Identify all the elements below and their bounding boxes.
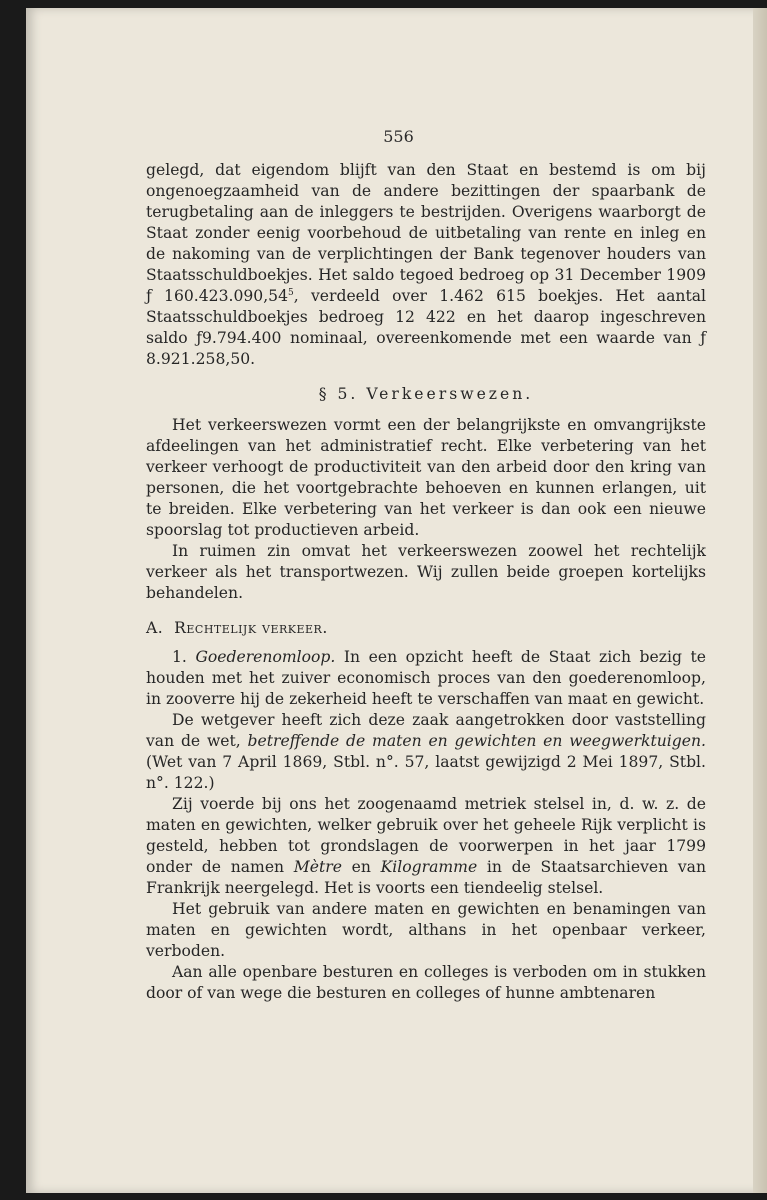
paragraph-7: Het gebruik van andere maten en gewichten en benamingen van maten en gewichten wordt, althans in het openbaar verkeer, verboden. bbox=[146, 900, 706, 960]
page-text bbox=[146, 160, 706, 1004]
paragraph-1: gelegd, dat eigendom blijft van den Staat en bestemd is om bij ongenoegzaamheid van de andere bezittingen der spaarbank de terugbetaling aan de inleggers te bestrijden. Overigens waarborgt de Staat zonder eenig voorbehoud de uitbetaling van rente en inleg en de nakoming van de verplichtingen der Bank tegenover houders van Staatsschuldboekjes. Het saldo tegoed bedroeg op 31 December 1909 ƒ 160.423.090,54$^5$, verdeeld over 1.462 615 boekjes. Het aantal Staatsschuldboekjes bedroeg 12 422 en het daarop ingeschreven saldo ƒ9.794.400 nominaal, overeenkomende met een waarde van ƒ 8.921.258,50. bbox=[146, 161, 706, 368]
section-heading bbox=[146, 384, 706, 405]
paragraph-6: Zij voerde bij ons het zoogenaamd metriek stelsel in, d. w. z. de maten en gewichten, welker gebruik over het geheele Rijk verplicht is gesteld, hebben tot grondslagen de voorwerpen in het jaar 1799 onder de namen Mètre en Kilogramme in de Staatsarchieven van Frankrijk neergelegd. Het is voorts een tiendeelig stelsel. bbox=[146, 795, 706, 897]
paragraph-3: In ruimen zin omvat het verkeerswezen zoowel het rechtelijk verkeer als het transportwezen. Wij zullen beide groepen kortelijks behandelen. bbox=[146, 542, 706, 602]
page-edge bbox=[753, 8, 767, 1193]
paragraph-4: 1. Goederenomloop. In een opzicht heeft de Staat zich bezig te houden met het zuiver economisch proces van den goederenomloop, in zooverre hij de zekerheid heeft te verschaffen van maat en gewicht. bbox=[146, 648, 706, 708]
paragraph-2: Het verkeerswezen vormt een der belangrijkste en omvangrijkste afdeelingen van het administratief recht. Elke verbetering van het verkeer verhoogt de productiviteit van den arbeid door den kring van personen, die het voortgebrachte behoeven en kunnen erlangen, uit te breiden. Elke verbetering van het verkeer is dan ook een nieuwe spoorslag tot productieven arbeid. bbox=[146, 416, 706, 539]
paragraph-8: Aan alle openbare besturen en colleges is verboden om in stukken door of van wege die besturen en colleges of hunne ambtenaren bbox=[146, 963, 706, 1002]
section-number: § 5. bbox=[318, 385, 359, 403]
subsection-heading: A. Rechtelijk verkeer. bbox=[146, 619, 328, 637]
paragraph-5: De wetgever heeft zich deze zaak aangetrokken door vaststelling van de wet, betreffende de maten en gewichten en weegwerktuigen. (Wet van 7 April 1869, Stbl. n°. 57, laatst gewijzigd 2 Mei 1897, Stbl. n°. 122.) bbox=[146, 711, 707, 792]
page-number: 556 bbox=[383, 127, 414, 146]
section-title: Verkeerswezen. bbox=[366, 385, 534, 403]
